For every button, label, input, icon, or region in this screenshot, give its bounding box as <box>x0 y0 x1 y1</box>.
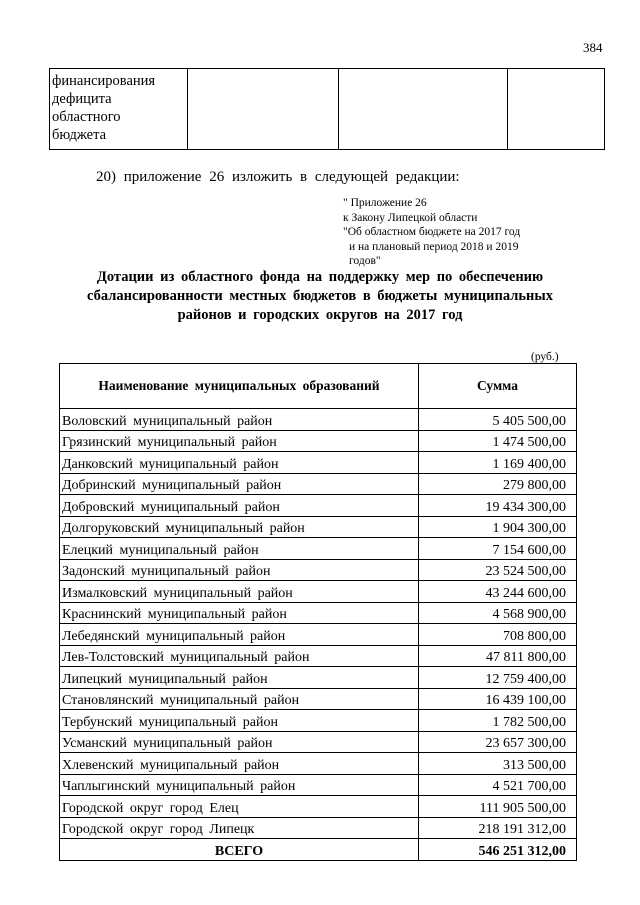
subsidy-amount: 23 657 300,00 <box>419 731 577 753</box>
municipality-name: Добринский муниципальный район <box>60 473 419 495</box>
subsidies-table <box>59 363 577 861</box>
table-row <box>60 774 577 796</box>
appendix-line: к Закону Липецкой области <box>343 211 478 224</box>
subsidy-amount: 313 500,00 <box>419 753 577 775</box>
table-row <box>50 69 605 150</box>
title-line: районов и городских округов на 2017 год <box>177 307 463 323</box>
column-header-name: Наименование муниципальных образований <box>60 364 419 409</box>
table-row <box>60 688 577 710</box>
table-cell-empty <box>188 69 339 150</box>
subsidy-amount: 23 524 500,00 <box>419 559 577 581</box>
column-header-sum: Сумма <box>419 364 577 409</box>
municipality-name: Липецкий муниципальный район <box>60 667 419 689</box>
municipality-name: Данковский муниципальный район <box>60 452 419 474</box>
table-cell-empty <box>339 69 508 150</box>
table-row <box>60 817 577 839</box>
currency-unit-label: (руб.) <box>531 351 559 363</box>
subsidy-amount: 43 244 600,00 <box>419 581 577 603</box>
table-row <box>60 667 577 689</box>
subsidy-amount: 16 439 100,00 <box>419 688 577 710</box>
municipality-name: Елецкий муниципальный район <box>60 538 419 560</box>
page-number: 384 <box>583 40 603 55</box>
municipality-name: Городской округ город Липецк <box>60 817 419 839</box>
municipality-name: Добровский муниципальный район <box>60 495 419 517</box>
table-row <box>60 796 577 818</box>
table-row <box>60 731 577 753</box>
table-row <box>60 581 577 603</box>
subsidy-amount: 4 521 700,00 <box>419 774 577 796</box>
municipality-name: Усманский муниципальный район <box>60 731 419 753</box>
table-row <box>60 452 577 474</box>
municipality-name: Лебедянский муниципальный район <box>60 624 419 646</box>
table-cell-empty <box>508 69 605 150</box>
municipality-name: Измалковский муниципальный район <box>60 581 419 603</box>
table-row <box>60 516 577 538</box>
appendix-line: " Приложение 26 <box>343 197 427 209</box>
subsidy-amount: 12 759 400,00 <box>419 667 577 689</box>
table-row <box>60 602 577 624</box>
appendix-line: "Об областном бюджете на 2017 год <box>343 226 521 238</box>
subsidy-amount: 1 169 400,00 <box>419 452 577 474</box>
subsidy-amount: 5 405 500,00 <box>419 409 577 431</box>
table-cell <box>50 69 188 150</box>
subsidy-amount: 47 811 800,00 <box>419 645 577 667</box>
subsidy-amount: 708 800,00 <box>419 624 577 646</box>
municipality-name: Грязинский муниципальный район <box>60 430 419 452</box>
subsidy-amount: 111 905 500,00 <box>419 796 577 818</box>
subsidy-amount: 19 434 300,00 <box>419 495 577 517</box>
municipality-name: Задонский муниципальный район <box>60 559 419 581</box>
table-row <box>60 559 577 581</box>
table-header-row <box>60 364 577 409</box>
subsidy-amount: 1 474 500,00 <box>419 430 577 452</box>
table-row <box>60 409 577 431</box>
document-title <box>60 268 580 325</box>
appendix-line: годов" <box>349 255 381 267</box>
continued-table-fragment <box>49 68 605 150</box>
subsidy-amount: 4 568 900,00 <box>419 602 577 624</box>
municipality-name: Хлевенский муниципальный район <box>60 753 419 775</box>
municipality-name: Становлянский муниципальный район <box>60 688 419 710</box>
subsidy-amount: 218 191 312,00 <box>419 817 577 839</box>
total-row <box>60 839 577 861</box>
table-row <box>60 710 577 732</box>
amendment-instruction: 20) приложение 26 изложить в следующей редакции: <box>96 169 460 185</box>
table-row <box>60 645 577 667</box>
table-body <box>60 409 577 839</box>
total-label: ВСЕГО <box>60 839 419 861</box>
table-row <box>60 430 577 452</box>
municipality-name: Чаплыгинский муниципальный район <box>60 774 419 796</box>
table-row <box>60 624 577 646</box>
subsidy-amount: 1 904 300,00 <box>419 516 577 538</box>
municipality-name: Тербунский муниципальный район <box>60 710 419 732</box>
municipality-name: Городской округ город Елец <box>60 796 419 818</box>
municipality-name: Воловский муниципальный район <box>60 409 419 431</box>
title-line: сбалансированности местных бюджетов в бюджеты муниципальных <box>87 288 553 304</box>
financing-deficit-label: финансирования дефицита областного бюджета <box>52 73 156 143</box>
appendix-line: и на плановый период 2018 и 2019 <box>349 240 519 253</box>
table-row <box>60 538 577 560</box>
municipality-name: Краснинский муниципальный район <box>60 602 419 624</box>
table-row <box>60 473 577 495</box>
municipality-name: Долгоруковский муниципальный район <box>60 516 419 538</box>
subsidy-amount: 7 154 600,00 <box>419 538 577 560</box>
table-row <box>60 753 577 775</box>
appendix-header <box>343 196 583 269</box>
table-row <box>60 495 577 517</box>
municipality-name: Лев-Толстовский муниципальный район <box>60 645 419 667</box>
subsidy-amount: 279 800,00 <box>419 473 577 495</box>
title-line: Дотации из областного фонда на поддержку мер по обеспечению <box>96 269 544 285</box>
total-amount: 546 251 312,00 <box>419 839 577 861</box>
subsidy-amount: 1 782 500,00 <box>419 710 577 732</box>
